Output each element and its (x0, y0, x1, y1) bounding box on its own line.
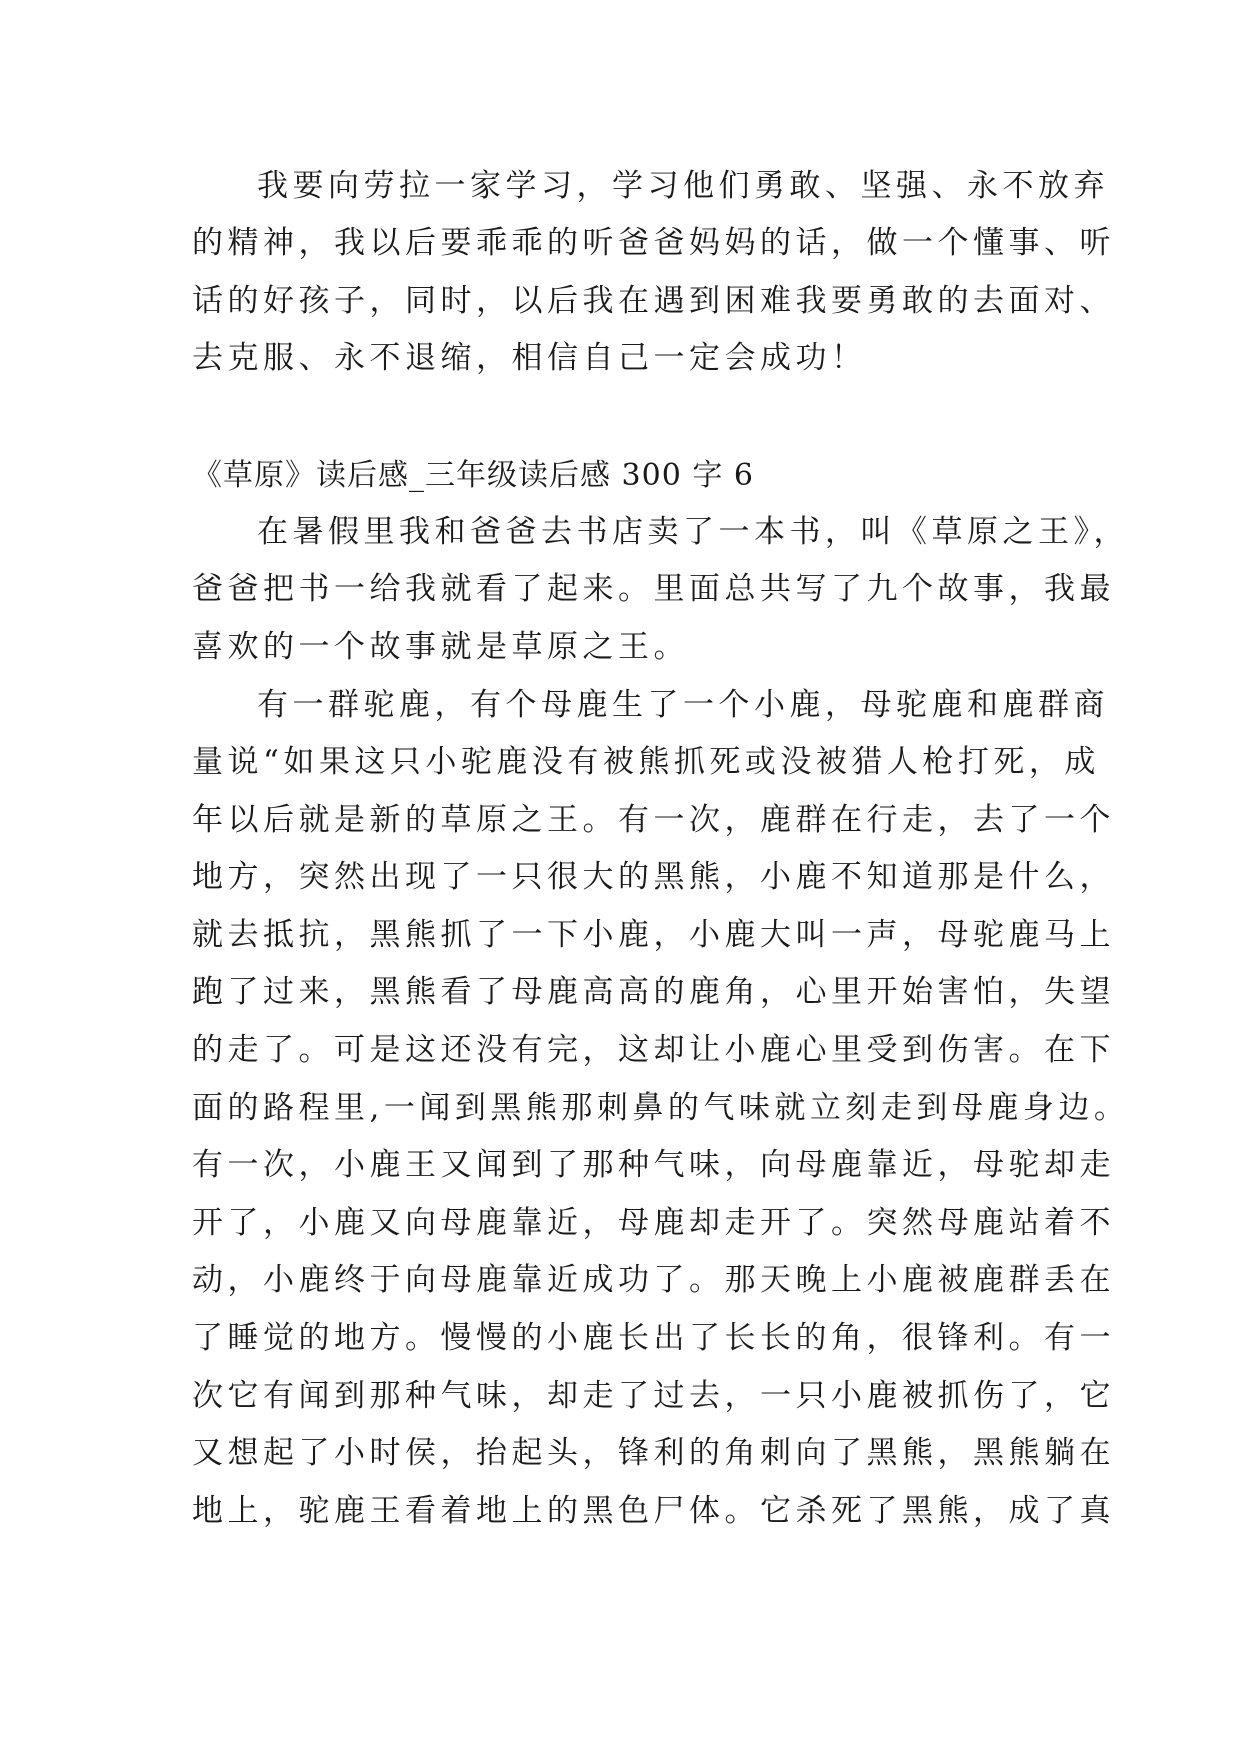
paragraph-line: 年以后就是新的草原之王。有一次，鹿群在行走，去了一个 (192, 802, 1115, 838)
paragraph-line: 地上，驼鹿王看着地上的黑色尸体。它杀死了黑熊，成了真 (192, 1493, 1115, 1529)
paragraph-line: 就去抵抗，黑熊抓了一下小鹿，小鹿大叫一声，母驼鹿马上 (192, 917, 1115, 953)
paragraph-line: 跑了过来，黑熊看了母鹿高高的鹿角，心里开始害怕，失望 (192, 974, 1115, 1010)
paragraph-line: 开了，小鹿又向母鹿靠近，母鹿却走开了。突然母鹿站着不 (192, 1205, 1115, 1241)
paragraph-line: 有一次，小鹿王又闻到了那种气味，向母鹿靠近，母驼却走 (192, 1147, 1115, 1183)
paragraph-line: 了睡觉的地方。慢慢的小鹿长出了长长的角，很锋利。有一 (192, 1320, 1115, 1356)
paragraph-line: 去克服、永不退缩，相信自己一定会成功！ (192, 340, 867, 376)
paragraph-line: 我要向劳拉一家学习，学习他们勇敢、坚强、永不放弃 (257, 168, 1109, 204)
section-heading: 《草原》读后感_三年级读后感 300 字 6 (192, 458, 754, 493)
paragraph-line: 地方，突然出现了一只很大的黑熊，小鹿不知道那是什么， (192, 859, 1115, 895)
paragraph-line: 有一群驼鹿，有个母鹿生了一个小鹿，母驼鹿和鹿群商 (257, 687, 1109, 723)
paragraph-line: 话的好孩子，同时，以后我在遇到困难我要勇敢的去面对、 (192, 283, 1115, 319)
paragraph-line: 在暑假里我和爸爸去书店卖了一本书，叫《草原之王》， (257, 514, 1129, 550)
paragraph-line: 动，小鹿终于向母鹿靠近成功了。那天晚上小鹿被鹿群丢在 (192, 1262, 1115, 1298)
paragraph-line: 量说“如果这只小驼鹿没有被熊抓死或没被猎人枪打死，成 (192, 744, 1100, 780)
paragraph-line: 次它有闻到那种气味，却走了过去，一只小鹿被抓伤了，它 (192, 1378, 1115, 1414)
paragraph-line: 面的路程里,一闻到黑熊那刺鼻的气味就立刻走到母鹿身边。 (192, 1090, 1130, 1126)
paragraph-line: 的精神，我以后要乖乖的听爸爸妈妈的话，做一个懂事、听 (192, 225, 1115, 261)
paragraph-line: 爸爸把书一给我就看了起来。里面总共写了九个故事，我最 (192, 571, 1115, 607)
paragraph-line: 喜欢的一个故事就是草原之王。 (192, 629, 689, 665)
paragraph-line: 又想起了小时侯，抬起头，锋利的角刺向了黑熊，黑熊躺在 (192, 1435, 1115, 1471)
paragraph-line: 的走了。可是这还没有完，这却让小鹿心里受到伤害。在下 (192, 1032, 1115, 1068)
